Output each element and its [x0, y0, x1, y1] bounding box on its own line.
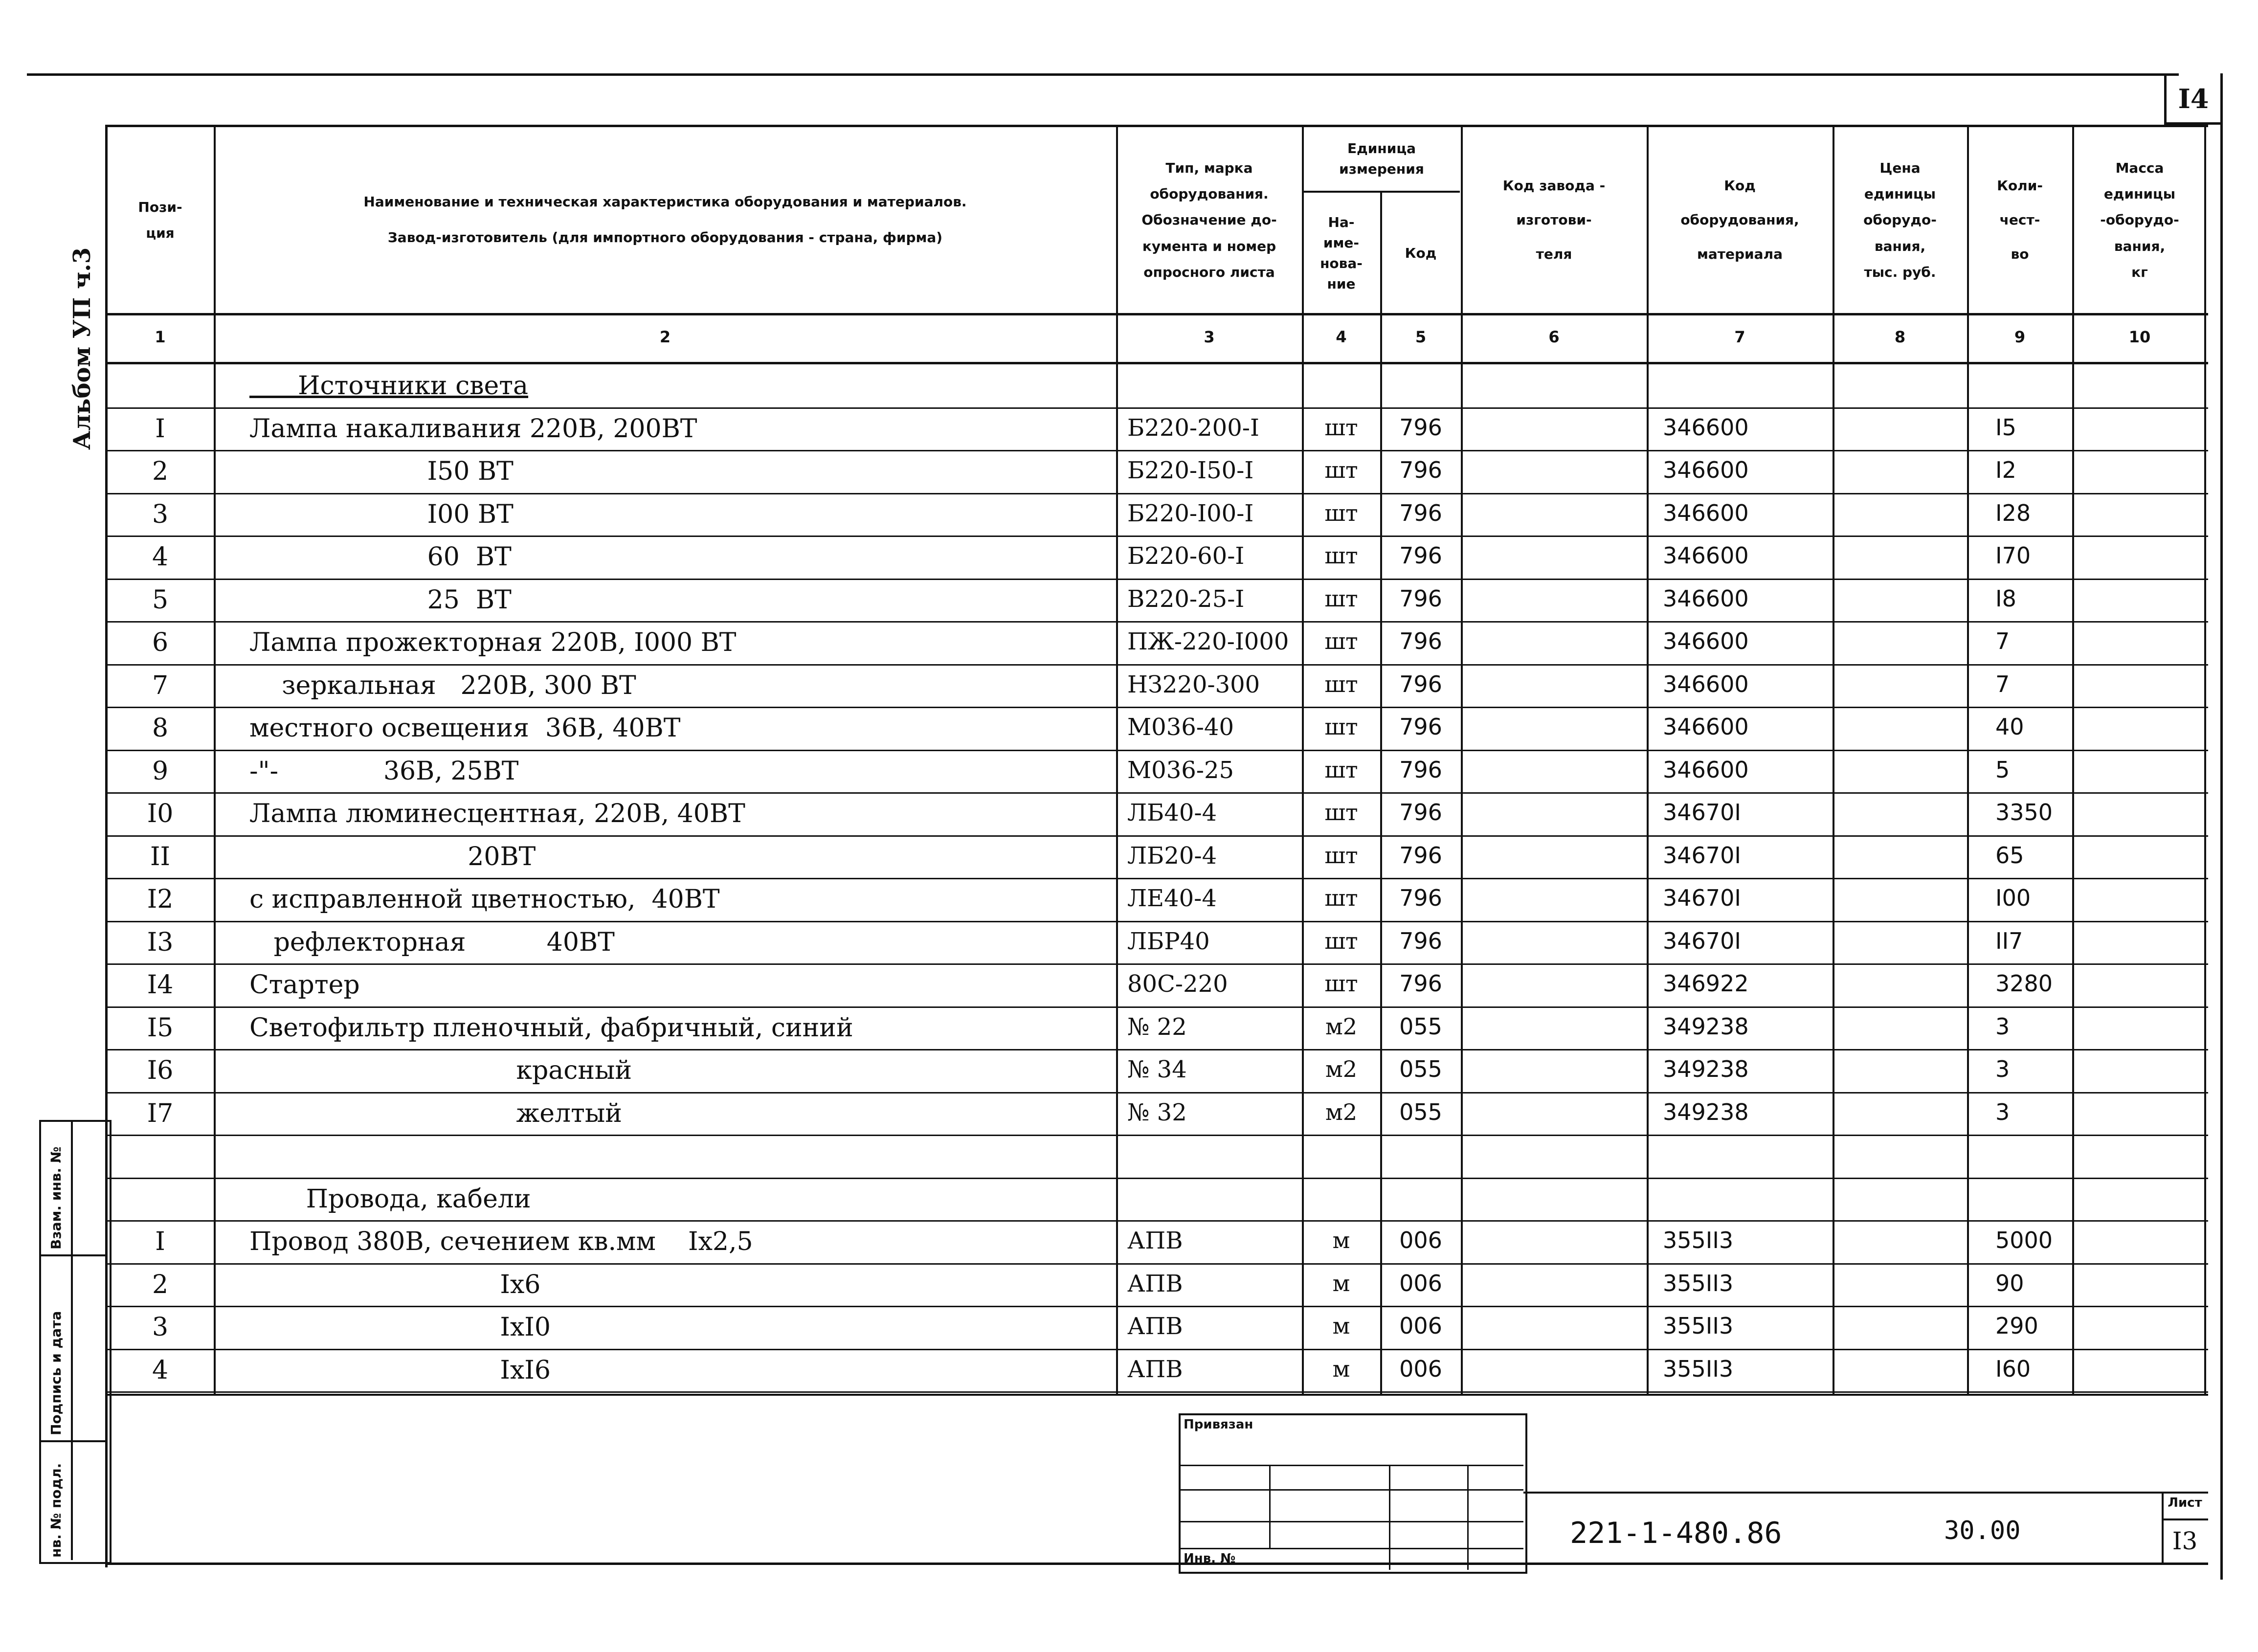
- row-unit: м: [1332, 1227, 1350, 1253]
- row-position: I2: [147, 885, 174, 914]
- row-name: Источники света: [249, 371, 529, 401]
- stamp-inv-podl: нв. № подл.: [48, 1463, 64, 1558]
- header-unit: Единица измерения: [1339, 140, 1424, 177]
- row-unit-code: 796: [1399, 842, 1442, 869]
- row-unit: шт: [1324, 970, 1358, 997]
- header-mass: Масса единицы -оборудо- вания, кг: [2100, 160, 2179, 280]
- row-name: 25 ВТ: [249, 585, 512, 615]
- row-type: № 22: [1127, 1013, 1187, 1041]
- header-type: Тип, марка оборудования. Обозначение до- кумента и номер опросного листа: [1141, 160, 1277, 280]
- col-number: 3: [1204, 328, 1215, 346]
- row-quantity: 7: [1995, 628, 2010, 654]
- row-material-code: 346600: [1663, 585, 1749, 612]
- row-type: № 32: [1127, 1098, 1187, 1126]
- header-price: Цена единицы оборудо- вания, тыс. руб.: [1863, 160, 1937, 280]
- row-material-code: 355II3: [1663, 1313, 1734, 1339]
- row-unit-code: 055: [1399, 1098, 1442, 1125]
- header-position: Пози- ция: [138, 199, 182, 241]
- row-unit: м2: [1325, 1056, 1358, 1082]
- row-unit-code: 796: [1399, 499, 1442, 526]
- row-position: 2: [152, 457, 169, 486]
- row-unit-code: 796: [1399, 457, 1442, 483]
- col-number: 10: [2128, 328, 2151, 346]
- row-quantity: I60: [1995, 1355, 2031, 1382]
- row-type: ЛЕ40-4: [1127, 885, 1217, 912]
- row-unit: шт: [1324, 799, 1358, 826]
- row-material-code: 346922: [1663, 970, 1749, 997]
- row-material-code: 349238: [1663, 1098, 1749, 1125]
- row-unit-code: 055: [1399, 1056, 1442, 1082]
- row-material-code: 346600: [1663, 714, 1749, 740]
- row-type: АПВ: [1127, 1313, 1183, 1340]
- row-name: Лампа накаливания 220В, 200ВТ: [249, 414, 697, 444]
- row-unit: м: [1332, 1313, 1350, 1339]
- row-type: М036-25: [1127, 756, 1234, 784]
- row-material-code: 346600: [1663, 670, 1749, 697]
- sheet-label: Лист: [2168, 1496, 2202, 1510]
- row-unit-code: 796: [1399, 585, 1442, 612]
- row-unit-code: 796: [1399, 542, 1442, 569]
- row-unit-code: 796: [1399, 628, 1442, 654]
- header-equipment-code: Код оборудования, материала: [1680, 178, 1799, 262]
- document-code: 221-1-480.86: [1570, 1516, 1782, 1550]
- row-name: I00 ВТ: [249, 499, 514, 529]
- row-quantity: I70: [1995, 542, 2031, 569]
- stamp-block: [1179, 1413, 1527, 1574]
- row-position: I: [155, 1227, 165, 1256]
- row-type: 80С-220: [1127, 970, 1228, 998]
- row-material-code: 355II3: [1663, 1355, 1734, 1382]
- col-number: 5: [1415, 328, 1427, 346]
- row-material-code: 34670I: [1663, 842, 1741, 869]
- row-unit: м: [1332, 1270, 1350, 1296]
- row-unit-code: 796: [1399, 714, 1442, 740]
- row-unit-code: 006: [1399, 1313, 1442, 1339]
- col-number: 6: [1548, 328, 1560, 346]
- row-unit: шт: [1324, 457, 1358, 483]
- row-type: ЛБ40-4: [1127, 799, 1217, 826]
- row-material-code: 34670I: [1663, 927, 1741, 954]
- row-material-code: 346600: [1663, 414, 1749, 441]
- row-position: 2: [152, 1270, 169, 1299]
- col-number: 1: [155, 328, 166, 346]
- row-position: I7: [147, 1098, 174, 1128]
- row-name: красный: [249, 1056, 632, 1085]
- row-unit-code: 796: [1399, 970, 1442, 997]
- row-quantity: I00: [1995, 885, 2031, 911]
- row-name: Лампа люминесцентная, 220В, 40ВТ: [249, 799, 745, 828]
- row-type: АПВ: [1127, 1270, 1183, 1297]
- row-name: Стартер: [249, 970, 360, 1000]
- row-material-code: 349238: [1663, 1013, 1749, 1040]
- row-quantity: 7: [1995, 670, 2010, 697]
- row-unit: шт: [1324, 927, 1358, 954]
- row-unit-code: 796: [1399, 670, 1442, 697]
- row-position: II: [150, 842, 171, 871]
- row-unit: м2: [1325, 1013, 1358, 1040]
- row-type: М036-40: [1127, 714, 1234, 741]
- row-unit-code: 796: [1399, 414, 1442, 441]
- row-material-code: 34670I: [1663, 799, 1741, 826]
- row-position: 5: [152, 585, 169, 615]
- row-position: 6: [152, 628, 169, 657]
- row-material-code: 346600: [1663, 542, 1749, 569]
- col-number: 8: [1894, 328, 1906, 346]
- row-unit: шт: [1324, 885, 1358, 911]
- row-quantity: 290: [1995, 1313, 2038, 1339]
- row-name: местного освещения 36В, 40ВТ: [249, 714, 681, 743]
- row-unit: шт: [1324, 842, 1358, 869]
- col-number: 9: [2014, 328, 2026, 346]
- row-material-code: 346600: [1663, 499, 1749, 526]
- row-position: 4: [152, 542, 169, 572]
- row-type: ЛБР40: [1127, 927, 1210, 955]
- row-material-code: 346600: [1663, 457, 1749, 483]
- header-unit-code: Код: [1405, 245, 1437, 261]
- top-rule: [27, 73, 2179, 76]
- row-name: IхI6: [249, 1355, 551, 1385]
- stamp-inv: Инв. №: [1184, 1551, 1236, 1566]
- row-unit-code: 055: [1399, 1013, 1442, 1040]
- row-position: I3: [147, 927, 174, 957]
- row-position: 4: [152, 1355, 169, 1385]
- row-position: I5: [147, 1013, 174, 1043]
- row-type: № 34: [1127, 1056, 1187, 1083]
- row-material-code: 349238: [1663, 1056, 1749, 1082]
- right-rule: [2220, 73, 2223, 1580]
- row-unit-code: 796: [1399, 799, 1442, 826]
- header-quantity: Коли- чест- во: [1997, 178, 2043, 262]
- row-quantity: 65: [1995, 842, 2024, 869]
- album-label: Альбом УП ч.3: [68, 247, 96, 450]
- row-name: Iх6: [249, 1270, 541, 1299]
- row-name: Провода, кабели: [249, 1184, 531, 1214]
- row-unit: шт: [1324, 499, 1358, 526]
- page-number: I4: [2178, 83, 2209, 114]
- row-name: 20ВТ: [249, 842, 536, 871]
- row-position: I0: [147, 799, 174, 828]
- col-number: 7: [1734, 328, 1745, 346]
- row-unit: шт: [1324, 628, 1358, 654]
- row-material-code: 346600: [1663, 628, 1749, 654]
- row-unit: шт: [1324, 585, 1358, 612]
- row-material-code: 346600: [1663, 756, 1749, 783]
- row-type: В220-25-I: [1127, 585, 1245, 613]
- row-name: 60 ВТ: [249, 542, 512, 572]
- stamp-signature-date: Подпись и дата: [48, 1311, 64, 1435]
- row-quantity: I28: [1995, 499, 2031, 526]
- row-unit-code: 796: [1399, 885, 1442, 911]
- row-quantity: 3: [1995, 1013, 2010, 1040]
- col-number: 2: [659, 328, 671, 346]
- row-name: I50 ВТ: [249, 457, 514, 486]
- stamp-vzam-inv: Взам. инв. №: [48, 1146, 64, 1250]
- row-name: IхI0: [249, 1313, 551, 1342]
- header-plant-code: Код завода - изготови- теля: [1502, 178, 1606, 262]
- row-name: -"- 36В, 25ВТ: [249, 756, 519, 786]
- row-type: ЛБ20-4: [1127, 842, 1217, 870]
- document-sheet-code: 30.00: [1944, 1516, 2021, 1545]
- row-position: 8: [152, 714, 169, 743]
- header-name: Наименование и техническая характеристика оборудования и материалов. Завод-изготовитель (для импортного оборудования - страна, фирма): [363, 194, 967, 246]
- row-position: 7: [152, 670, 169, 700]
- row-unit: м: [1332, 1355, 1350, 1382]
- row-quantity: 90: [1995, 1270, 2024, 1296]
- row-quantity: I2: [1995, 457, 2016, 483]
- row-unit-code: 006: [1399, 1270, 1442, 1296]
- row-unit: шт: [1324, 756, 1358, 783]
- row-name: с исправленной цветностью, 40ВТ: [249, 885, 720, 914]
- row-unit-code: 006: [1399, 1227, 1442, 1253]
- row-quantity: 5: [1995, 756, 2010, 783]
- row-type: Б220-I50-I: [1127, 457, 1254, 484]
- row-position: I4: [147, 970, 174, 1000]
- row-quantity: 40: [1995, 714, 2024, 740]
- row-position: 3: [152, 499, 169, 529]
- row-unit: шт: [1324, 542, 1358, 569]
- row-position: 3: [152, 1313, 169, 1342]
- row-unit: м2: [1325, 1098, 1358, 1125]
- sheet-number: I3: [2172, 1527, 2198, 1555]
- row-unit-code: 006: [1399, 1355, 1442, 1382]
- row-type: Б220-200-I: [1127, 414, 1259, 442]
- row-quantity: 3: [1995, 1098, 2010, 1125]
- row-type: Б220-60-I: [1127, 542, 1245, 570]
- row-position: I: [155, 414, 165, 444]
- row-type: ПЖ-220-I000: [1127, 628, 1289, 655]
- row-quantity: II7: [1995, 927, 2023, 954]
- row-name: желтый: [249, 1098, 622, 1128]
- row-name: Светофильтр пленочный, фабричный, синий: [249, 1013, 853, 1043]
- row-unit: шт: [1324, 414, 1358, 441]
- row-unit: шт: [1324, 714, 1358, 740]
- row-quantity: I5: [1995, 414, 2016, 441]
- row-name: рефлекторная 40ВТ: [249, 927, 615, 957]
- header-unit-name: На- име- нова- ние: [1320, 214, 1363, 292]
- row-type: Б220-I00-I: [1127, 499, 1254, 527]
- row-material-code: 34670I: [1663, 885, 1741, 911]
- row-material-code: 355II3: [1663, 1270, 1734, 1296]
- row-position: 9: [152, 756, 169, 786]
- row-name: зеркальная 220В, 300 ВТ: [249, 670, 636, 700]
- row-unit-code: 796: [1399, 927, 1442, 954]
- row-type: НЗ220-300: [1127, 670, 1260, 698]
- row-quantity: 3350: [1995, 799, 2053, 826]
- row-quantity: 5000: [1995, 1227, 2053, 1253]
- row-quantity: 3: [1995, 1056, 2010, 1082]
- stamp-attached: Привязан: [1184, 1417, 1253, 1432]
- row-quantity: I8: [1995, 585, 2016, 612]
- row-name: Провод 380В, сечением кв.мм Iх2,5: [249, 1227, 753, 1256]
- row-quantity: 3280: [1995, 970, 2053, 997]
- row-name: Лампа прожекторная 220В, I000 ВТ: [249, 628, 737, 657]
- row-unit-code: 796: [1399, 756, 1442, 783]
- row-unit: шт: [1324, 670, 1358, 697]
- row-position: I6: [147, 1056, 174, 1085]
- row-type: АПВ: [1127, 1355, 1183, 1383]
- row-type: АПВ: [1127, 1227, 1183, 1254]
- col-number: 4: [1336, 328, 1347, 346]
- row-material-code: 355II3: [1663, 1227, 1734, 1253]
